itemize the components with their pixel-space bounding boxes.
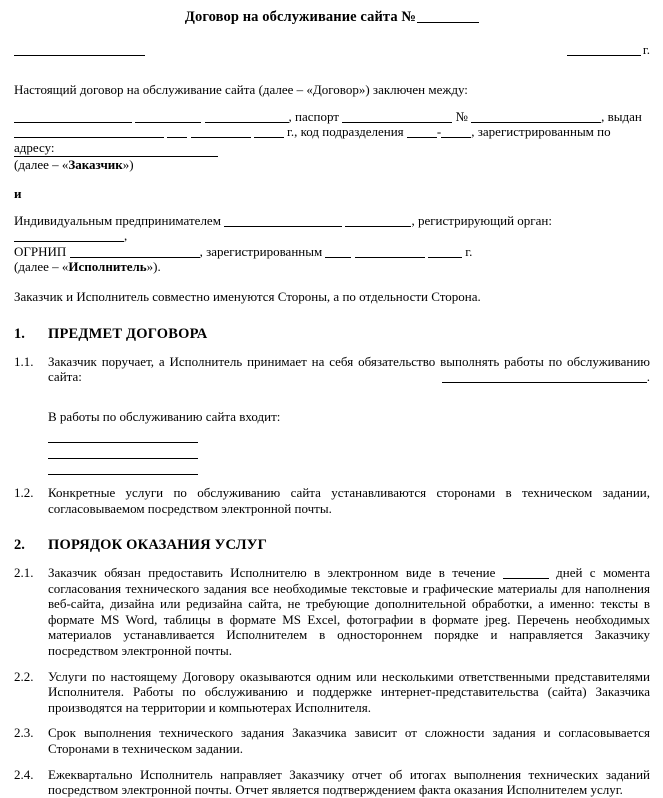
customer-line-2 [14, 124, 650, 155]
intro-paragraph: Настоящий договор на обслуживание сайта (далее – «Договор») заключен между: [14, 82, 468, 97]
clause-1-2 [14, 485, 650, 516]
date-suffix-label: г. [642, 42, 650, 57]
customer-surname-blank[interactable] [205, 122, 289, 123]
clause-1-2-number: 1.2. [14, 484, 34, 500]
issued-year-blank[interactable] [254, 137, 284, 138]
customer-alias-prefix: (далее – « [14, 157, 69, 173]
clause-2-1-text [48, 565, 650, 659]
contractor-reg-year-blank[interactable] [428, 257, 462, 258]
issued-label: , выдан [601, 108, 642, 124]
clause-2-1-text-part1: Заказчик обязан предоставить Исполнителю в электронном виде в течение [48, 565, 496, 581]
contractor-name-blank[interactable] [224, 226, 342, 227]
customer-name-blank[interactable] [14, 122, 132, 123]
clause-2-3-text: Срок выполнения технического задания Заказчика зависит от сложности задания и согласовывается Сторонами в техническом задании. [48, 725, 650, 757]
work-item-blank-3[interactable] [48, 474, 198, 475]
clause-2-4-number: 2.4. [14, 766, 34, 782]
issued-by-blank[interactable] [14, 137, 164, 138]
contractor-alias-line [14, 259, 650, 275]
contract-number-blank[interactable] [417, 22, 479, 23]
contractor-reg-day-blank[interactable] [325, 257, 351, 258]
customer-alias-line [14, 157, 650, 173]
passport-label: , паспорт [288, 108, 339, 124]
clause-2-1-text-part2: дней с момента согласования технического задания все необходимые текстовые и графические материалы для наполнения веб-сайта, дизайна или редизайна сайта, не требующие дополнительной обработки, а именно: тексты в формате MS Word, таблицы в формате MS Excel, фотографии в формате jpeg. Перечень необходимых материалов устанавливается Исполнителем в одностороннем порядке и направляется Заказчику посредством электронной почты. [48, 565, 650, 659]
contractor-alias-prefix: (далее – « [14, 259, 69, 275]
contractor-alias-suffix: »). [146, 259, 161, 275]
contractor-line1-end: , [124, 228, 128, 244]
contractor-registered-label: , зарегистрированным [199, 243, 323, 259]
passport-series-blank[interactable] [342, 122, 452, 123]
section-2-number: 2. [14, 537, 25, 554]
conjunction-label: и [14, 185, 22, 201]
registering-authority-label: , регистрирующий орган: [411, 212, 552, 228]
contractor-type-label: Индивидуальным предпринимателем [14, 212, 221, 228]
division-code-blank-2[interactable] [441, 137, 471, 138]
work-item-blank-2[interactable] [48, 458, 198, 459]
document-body [14, 0, 650, 798]
site-name-blank[interactable] [442, 382, 647, 383]
document-title [14, 9, 650, 26]
city-date-row [14, 42, 650, 68]
date-blank[interactable] [567, 55, 641, 56]
section-heading-2 [14, 537, 650, 555]
clause-2-2-number: 2.2. [14, 668, 34, 684]
clause-1-1-text-after: . [646, 369, 650, 385]
document-title-text: Договор на обслуживание сайта № [184, 9, 417, 25]
work-item-blank-1[interactable] [48, 442, 198, 443]
contractor-reg-year-suffix: г. [465, 243, 473, 259]
ogrnip-blank[interactable] [70, 257, 200, 258]
passport-number-label: № [455, 108, 468, 124]
clause-1-1-subheading: В работы по обслуживанию сайта входит: [48, 409, 281, 425]
clause-2-2 [14, 669, 650, 716]
division-code-blank-1[interactable] [407, 137, 437, 138]
section-heading-1 [14, 326, 650, 344]
clause-1-1-number: 1.1. [14, 353, 34, 369]
term-days-blank[interactable] [503, 578, 549, 579]
division-code-label: г., код подразделения [287, 124, 404, 140]
customer-alias-word: Заказчик [68, 157, 123, 173]
clause-1-2-text: Конкретные услуги по обслуживанию сайта устанавливаются сторонами в техническом задании, согласовываемом посредством электронной почты. [48, 484, 650, 516]
issued-day-blank[interactable] [167, 137, 187, 138]
section-1-title: ПРЕДМЕТ ДОГОВОРА [48, 325, 208, 342]
section-2-title: ПОРЯДОК ОКАЗАНИЯ УСЛУГ [48, 537, 268, 554]
section-1-number: 1. [14, 325, 25, 342]
customer-patronymic-blank[interactable] [135, 122, 201, 123]
contractor-line-2 [14, 244, 650, 260]
clause-2-1-number: 2.1. [14, 565, 34, 581]
clause-2-1 [14, 565, 650, 659]
clause-2-3-number: 2.3. [14, 725, 34, 741]
issued-month-blank[interactable] [191, 137, 251, 138]
clause-1-1-text [48, 354, 650, 401]
date-group [567, 42, 650, 58]
clause-1-1-text-before: Заказчик поручает, а Исполнитель принимает на себя обязательство выполнять работы по обслуживанию сайта: [48, 353, 650, 385]
contractor-line-1 [14, 213, 650, 244]
clause-2-4-text: Ежеквартально Исполнитель направляет Заказчику отчет об итогах выполнения технических заданий посредством электронной почты. Отчет является подтверждением факта оказания Исполнителем услуг. [48, 766, 650, 798]
customer-line-1 [14, 109, 650, 125]
joint-statement: Заказчик и Исполнитель совместно именуются Стороны, а по отдельности Сторона. [14, 288, 481, 304]
contractor-reg-month-blank[interactable] [355, 257, 425, 258]
contractor-extra-blank[interactable] [345, 226, 411, 227]
city-blank[interactable] [14, 55, 145, 56]
registered-address-label: , зарегистрированным по адресу: [14, 124, 611, 155]
passport-number-blank[interactable] [471, 122, 601, 123]
registering-authority-blank[interactable] [14, 241, 124, 242]
customer-alias-suffix: ») [122, 157, 134, 173]
clause-2-2-text: Услуги по настоящему Договору оказываются одним или несколькими ответственными представителями Исполнителя. Работы по обслуживанию и поддержке интернет-представительства (сайта) Заказчика производятся на территории и компьютерах Исполнителя. [48, 668, 650, 715]
contractor-alias-word: Исполнитель [68, 259, 147, 275]
clause-1-1 [14, 354, 650, 475]
ogrnip-label: ОГРНИП [14, 243, 67, 259]
division-code-dash: - [436, 124, 442, 140]
clause-2-4 [14, 767, 650, 798]
clause-2-3 [14, 725, 650, 756]
